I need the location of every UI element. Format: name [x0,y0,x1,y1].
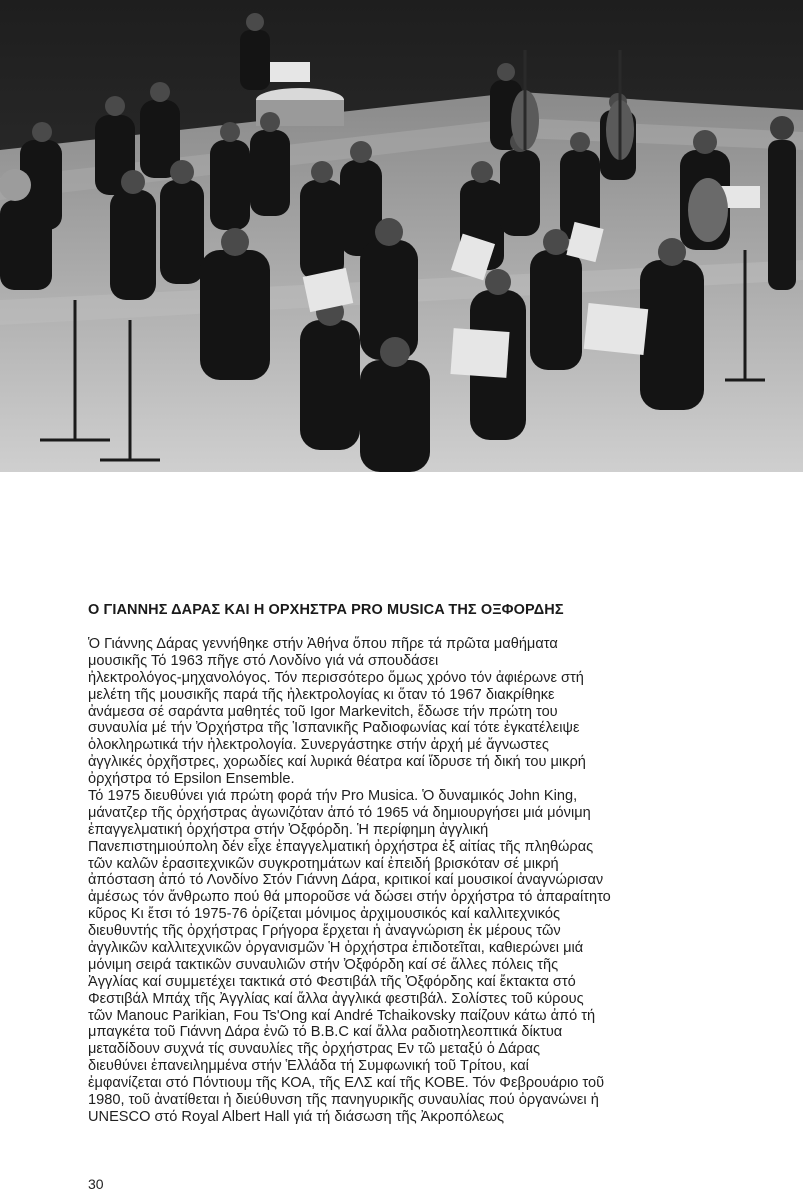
body-line: διευθυντής τῆς ὀρχήστρας Γρήγορα ἔρχεται ἡ ἀναγνώριση ἐκ μέρους τῶν [88,923,561,940]
body-line: Φεστιβάλ Μπάχ τῆς Ἀγγλίας καί ἄλλα ἀγγλικά φεστιβάλ. Σολίστες τοῦ κύρους [88,990,584,1007]
body-line: συναυλία μέ τήν Ὀρχήστρα τῆς Ἱσπανικῆς Ραδιοφωνίας καί τότε ἐγκατέλειψε [88,720,580,737]
body-line: ὁλοκληρωτικά τήν ἠλεκτρολογία. Συνεργάστηκε στήν ἀρχή μέ ἄγνωστες [88,737,549,754]
body-line: μάνατζερ τῆς ὀρχήστρας ἀγωνιζόταν ἀπό τό 1965 νά δημιουργήσει μιά μόνιμη [88,804,591,821]
body-line: Πανεπιστημιούπολη δέν εἶχε ἐπαγγελματική ὀρχήστρα ἐξ αἰτίας τῆς πληθώρας [88,838,594,855]
orchestra-photo-graphic [0,0,803,472]
article-body [88,636,788,1126]
page-number: 30 [88,1176,104,1192]
orchestra-photo [0,0,803,472]
body-line: μελέτη τῆς μουσικῆς παρά τῆς ἠλεκτρολογίας κι ὅταν τό 1967 διακρίθηκε [88,686,555,703]
body-line: ἐπαγγελματική ὀρχήστρα στήν Ὀξφόρδη. Ἡ περίφημη ἀγγλική [88,821,489,838]
body-line: διευθύνει ἐπανειλημμένα στήν Ἑλλάδα τή Συμφωνική τοῦ Τρίτου, καί [88,1058,529,1075]
body-line: ἀπόσταση ἀπό τό Λονδίνο Στόν Γιάννη Δάρα, κριτικοί καί μουσικοί ἀναγνώρισαν [88,872,604,889]
body-line: μουσικῆς Τό 1963 πῆγε στό Λονδίνο γιά νά σπουδάσει [88,652,439,669]
body-line: τῶν Manouc Parikian, Fou Ts'Ong καί André Tchaikovsky παίζουν κάτω ἀπό τή [88,1007,596,1024]
body-line: ἀγγλικῶν καλλιτεχνικῶν ὀργανισμῶν Ἡ ὀρχήστρα ἐπιδοτεῖται, καθιερώνει μιά [88,940,584,957]
body-line: ἐμφανίζεται στό Πόντιουμ τῆς ΚΟΑ, τῆς ΕΛΣ καί τῆς ΚΟΒΕ. Τόν Φεβρουάριο τοῦ [88,1075,605,1092]
body-line: μεταδίδουν συχνά τίς συναυλίες τῆς ὀρχήστρας Εν τῶ μεταξύ ὁ Δάρας [88,1041,541,1058]
body-line: ἀμέσως τόν ἄνθρωπο πού θά μποροῦσε νά δώσει στήν ὀρχήστρα τό ἀπαραίτητο [88,889,611,906]
body-line: κῦρος Κι ἔτσι τό 1975-76 ὁρίζεται μόνιμος ἀρχιμουσικός καί καλλιτεχνικός [88,906,561,923]
body-line: Τό 1975 διευθύνει γιά πρώτη φορά τήν Pro Musica. Ὁ δυναμικός John King, [88,788,578,805]
body-line: Ἀγγλίας καί συμμετέχει τακτικά στό Φεστιβάλ τῆς Ὀξφόρδης καί ἔκτακτα στό [88,973,576,990]
body-line: τῶν καλῶν ἐρασιτεχνικῶν συγκροτημάτων καί ἐπειδή βρισκόταν σέ μικρή [88,855,559,872]
body-line: ἠλεκτρολόγος-μηχανολόγος. Τόν περισσότερο ὅμως χρόνο τόν ἀφιέρωνε στή [88,669,584,686]
body-line: 1980, τοῦ ἀνατίθεται ἡ διεύθυνση τῆς πανηγυρικῆς συναυλίας πού ὀργανώνει ἡ [88,1092,599,1109]
body-line: UNESCO στό Royal Albert Hall γιά τή διάσωση τῆς Ἀκροπόλεως [88,1108,505,1125]
article-title: Ο ΓΙΑΝΝΗΣ ΔΑΡΑΣ ΚΑΙ Η ΟΡΧΗΣΤΡΑ PRO MUSICA ΤΗΣ ΟΞΦΟΡΔΗΣ [88,602,564,618]
body-line: ἀνάμεσα σέ σαράντα μαθητές τοῦ Igor Markevitch, ἔδωσε τήν πρώτη του [88,703,558,720]
body-line: Ὁ Γιάννης Δάρας γεννήθηκε στήν Ἀθήνα ὅπου πῆρε τά πρῶτα μαθήματα [88,636,558,652]
body-line: μπαγκέτα τοῦ Γιάννη Δάρα ἐνῶ τό B.B.C καί ἄλλα ραδιοτηλεοπτικά δίκτυα [88,1024,563,1041]
body-line: ὀρχήστρα τό Epsilon Ensemble. [88,771,295,788]
body-line: ἀγγλικές ὀρχῆστρες, χορωδίες καί λυρικά θέατρα καί ἵδρυσε τή δική του μικρή [88,754,586,771]
body-line: μόνιμη σειρά τακτικῶν συναυλιῶν στήν Ὀξφόρδη καί σέ ἄλλες πόλεις τῆς [88,956,559,973]
